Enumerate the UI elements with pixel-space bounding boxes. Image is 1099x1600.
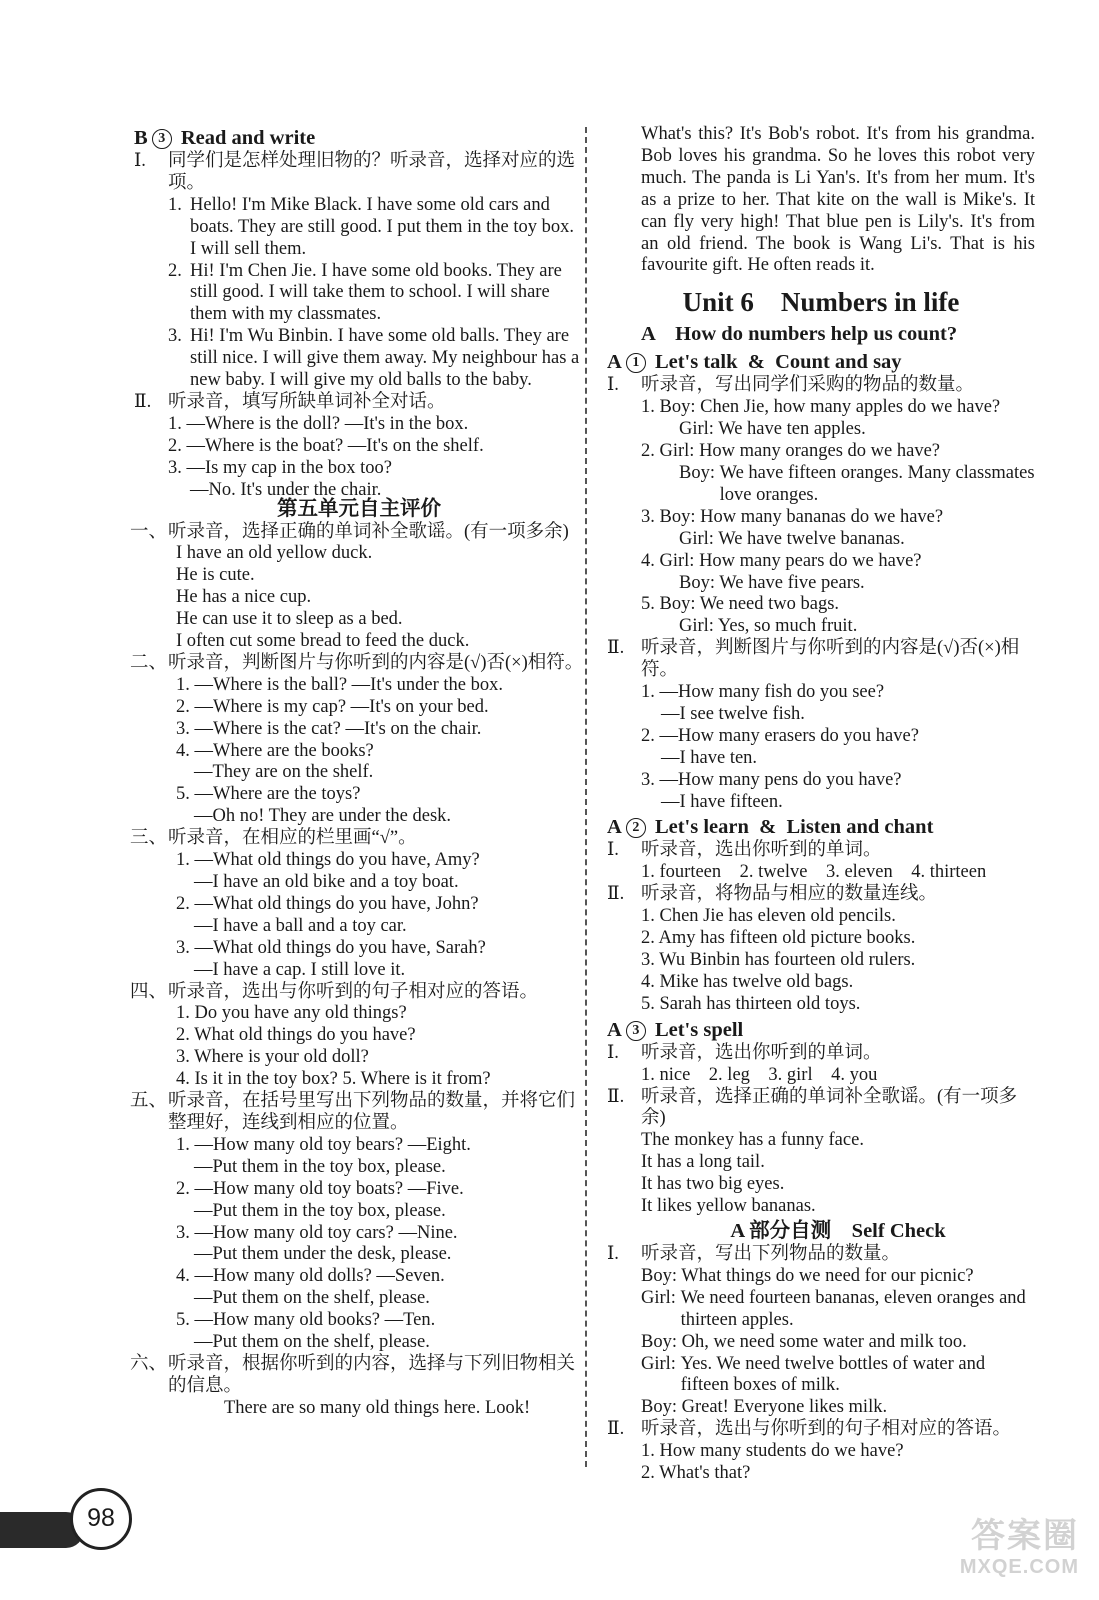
dialogue-line: Girl: Yes. We need twelve bottles of water and fifteen boxes of milk. [641, 1353, 986, 1396]
exercise-instruction: Ⅱ. 听录音，选择正确的单词补全歌谣。(有一项多余) [607, 1086, 1018, 1129]
dialogue-line: 4. Girl: How many pears do we have? [641, 550, 922, 571]
list-item: 3. Hi! I'm Wu Binbin. I have some old balls. They are still nice. I will give them away. My neighbour has a new baby. I will give my old balls to the baby. [168, 326, 580, 391]
list-item: 2. —What old things do you have, John? [176, 893, 479, 914]
exercise-instruction: 五、 听录音，在括号里写出下列物品的数量，并将它们整理好，连线到相应的位置。 [130, 1091, 576, 1133]
list-item: 3. Wu Binbin has fourteen old rulers. [641, 950, 916, 970]
dialogue-line: Boy: Oh, we need some water and milk too. [641, 1331, 967, 1352]
list-item: —Put them under the desk, please. [194, 1244, 452, 1265]
list-item: —No. It's under the chair. [190, 479, 382, 500]
dialogue-line: 1. —How many fish do you see? [641, 682, 885, 703]
chant-line: He can use it to sleep as a bed. [176, 609, 403, 630]
circled-number: 1 [626, 353, 646, 373]
word-list: 1. nice 2. leg 3. girl 4. you [641, 1064, 878, 1085]
list-item: 2. Amy has fifteen old picture books. [641, 928, 916, 949]
exercise-instruction: Ⅰ. 听录音，写出下列物品的数量。 [607, 1243, 901, 1264]
unit-title: Unit 6 Numbers in life [682, 287, 960, 318]
list-item: 5. Sarah has thirteen old toys. [641, 993, 861, 1014]
list-item: —Oh no! They are under the desk. [194, 806, 452, 827]
dialogue-line: 3. Boy: How many bananas do we have? [641, 506, 944, 527]
list-item: —They are on the shelf. [194, 762, 374, 783]
exercise-instruction: 四、 听录音，选出与你听到的句子相对应的答语。 [130, 981, 539, 1002]
list-item: —Put them on the shelf, please. [194, 1288, 430, 1309]
list-item: —I have a cap. I still love it. [194, 959, 406, 980]
list-item: 3. —How many old toy cars? —Nine. [176, 1222, 458, 1243]
list-item: —I have a ball and a toy car. [194, 915, 407, 936]
list-item: 4. —Where are the books? [176, 740, 374, 761]
chant-line: He has a nice cup. [176, 587, 312, 608]
chant-line: The monkey has a funny face. [641, 1130, 864, 1151]
dialogue-line: 3. —How many pens do you have? [641, 769, 902, 790]
list-item: 3. —Is my cap in the box too? [168, 457, 393, 478]
list-item: 3. —What old things do you have, Sarah? [176, 937, 486, 958]
list-item: 2. —Where is my cap? —It's on your bed. [176, 696, 489, 717]
exercise-instruction: Ⅰ. 听录音，选出你听到的单词。 [607, 1042, 882, 1063]
dialogue-line: Girl: Yes, so much fruit. [679, 616, 858, 637]
word-list: 1. fourteen 2. twelve 3. eleven 4. thirteen [641, 862, 987, 883]
section-a3-heading: A 3 Let's spell [607, 1018, 744, 1041]
passage-line: There are so many old things here. Look! [224, 1397, 531, 1418]
circled-number: 2 [626, 818, 646, 838]
dialogue-line: Girl: We have ten apples. [679, 419, 866, 440]
exercise-instruction: Ⅱ. 听录音，选出与你听到的句子相对应的答语。 [607, 1419, 1012, 1440]
list-item: 4. —How many old dolls? —Seven. [176, 1266, 445, 1287]
chant-line: I have an old yellow duck. [176, 543, 373, 564]
exercise-instruction: 二、 听录音，判断图片与你听到的内容是(√)否(×)相符。 [130, 652, 584, 673]
section-b3-heading: B 3 Read and write [134, 127, 316, 149]
list-item: 2. —Where is the boat? —It's on the shelf. [168, 435, 484, 456]
exercise-instruction: Ⅰ. 听录音，选出你听到的单词。 [607, 840, 882, 861]
passage-continued: What's this? It's Bob's robot. It's from his grandma. Bob loves his grandma. So he loves this robot very much. The panda is Li Yan's. It's from her mum. It's as a prize to her. That kite on the wall is Mike's. It can fly very high! That blue pen is Lily's. It's from an old friend. The book is Wang Li's. That is his favourite gift. He often reads it. [641, 124, 1035, 276]
section-a1-heading: A 1 Let's talk & Count and say [607, 351, 902, 374]
exercise-instruction: 一、 听录音，选择正确的单词补全歌谣。(有一项多余) [130, 521, 569, 542]
list-item: 1. Hello! I'm Mike Black. I have some old cars and boats. They are still good. I put them in the toy box. I will sell them. [168, 194, 574, 259]
list-item: —Put them in the toy box, please. [194, 1156, 446, 1177]
exercise-instruction: 六、 听录音，根据你听到的内容，选择与下列旧物相关的信息。 [130, 1353, 576, 1396]
list-item: 1. —Where is the doll? —It's in the box. [168, 413, 469, 434]
exercise-instruction: Ⅰ. 听录音，写出同学们采购的物品的数量。 [607, 375, 975, 396]
list-item: 2. What's that? [641, 1463, 751, 1484]
dialogue-line: Boy: What things do we need for our picnic? [641, 1265, 974, 1286]
dialogue-line: —I see twelve fish. [661, 703, 805, 724]
list-item: 5. —How many old books? —Ten. [176, 1310, 436, 1331]
exercise-instruction: Ⅱ. 听录音，判断图片与你听到的内容是(√)否(×)相符。 [607, 638, 1020, 681]
dialogue-line: Boy: Great! Everyone likes milk. [641, 1397, 888, 1418]
chant-line: I often cut some bread to feed the duck. [176, 631, 470, 652]
column-divider [585, 127, 587, 1467]
self-check-title: A 部分自测 Self Check [730, 1219, 946, 1242]
list-item: 2. What old things do you have? [176, 1025, 416, 1046]
list-item: —Put them in the toy box, please. [194, 1200, 446, 1221]
list-item: 2. —How many old toy boats? —Five. [176, 1178, 464, 1199]
chant-line: He is cute. [176, 565, 255, 586]
chant-line: It has a long tail. [641, 1152, 765, 1173]
list-item: 1. How many students do we have? [641, 1441, 904, 1462]
chant-line: It likes yellow bananas. [641, 1196, 816, 1217]
list-item: 2. Hi! I'm Chen Jie. I have some old books. They are still good. I will take them to school. I will share them with my classmates. [168, 260, 562, 325]
left-column [130, 124, 584, 1420]
unit5-review-title: 第五单元自主评价 [277, 497, 441, 520]
list-item: 3. —Where is the cat? —It's on the chair. [176, 718, 482, 739]
right-column [607, 124, 1035, 1485]
list-item: —I have an old bike and a toy boat. [194, 872, 459, 892]
exercise-instruction: Ⅱ. 听录音，将物品与相应的数量连线。 [607, 884, 938, 905]
page-number: 98 [70, 1488, 132, 1550]
list-item: 3. Where is your old doll? [176, 1047, 369, 1068]
list-item: 4. Mike has twelve old bags. [641, 971, 854, 992]
dialogue-line: 1. Boy: Chen Jie, how many apples do we have? [641, 397, 1001, 418]
list-item: 1. —What old things do you have, Amy? [176, 850, 480, 871]
chant-line: It has two big eyes. [641, 1174, 785, 1195]
watermark-url: MXQE.COM [959, 1556, 1079, 1578]
list-item: —Put them on the shelf, please. [194, 1332, 430, 1353]
watermark-logo: 答案圈 [971, 1517, 1079, 1555]
dialogue-line: —I have ten. [661, 747, 758, 768]
dialogue-line: Girl: We have twelve bananas. [679, 528, 905, 549]
list-item: 1. —Where is the ball? —It's under the box. [176, 674, 503, 695]
circled-number: 3 [626, 1021, 646, 1041]
circled-number: 3 [152, 129, 172, 149]
dialogue-line: Boy: We have fifteen oranges. Many classmates love oranges. [679, 462, 1035, 505]
dialogue-line: Boy: We have five pears. [679, 572, 865, 593]
list-item: 4. Is it in the toy box? 5. Where is it from? [176, 1069, 491, 1090]
dialogue-line: 5. Boy: We need two bags. [641, 594, 840, 615]
exercise-instruction: Ⅱ. 听录音，填写所缺单词补全对话。 [134, 391, 446, 412]
dialogue-line: 2. Girl: How many oranges do we have? [641, 441, 940, 462]
part-a-subtitle: A How do numbers help us count? [641, 323, 958, 346]
list-item: 1. Chen Jie has eleven old pencils. [641, 906, 896, 927]
dialogue-line: 2. —How many erasers do you have? [641, 725, 919, 746]
list-item: 1. Do you have any old things? [176, 1003, 407, 1024]
exercise-instruction: Ⅰ. 同学们是怎样处理旧物的？听录音，选择对应的选项。 [134, 151, 576, 193]
list-item: 1. —How many old toy bears? —Eight. [176, 1134, 471, 1155]
list-item: 5. —Where are the toys? [176, 784, 361, 805]
section-a2-heading: A 2 Let's learn & Listen and chant [607, 816, 934, 839]
dialogue-line: —I have fifteen. [661, 791, 783, 812]
dialogue-line: Girl: We need fourteen bananas, eleven oranges and thirteen apples. [641, 1287, 1026, 1330]
exercise-instruction: 三、 听录音，在相应的栏里画“√”。 [130, 828, 417, 849]
watermark [909, 1516, 1079, 1586]
